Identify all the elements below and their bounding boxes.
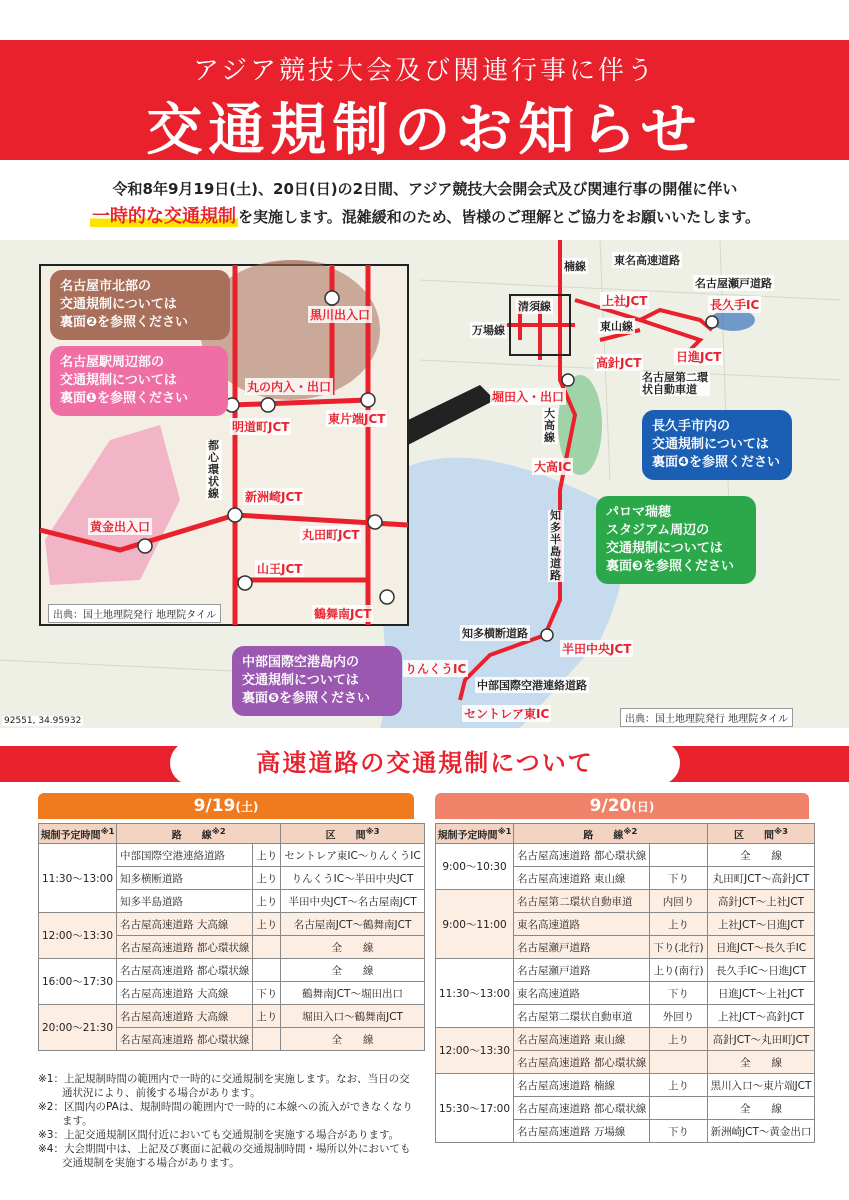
cell-dir: [650, 844, 707, 867]
cell-route: 名古屋第二環状自動車道: [514, 890, 650, 913]
note-item: ※2：区間内のPAは、規制時間の範囲内で一時的に本線への流入ができなくなります。: [38, 1101, 413, 1127]
intro-line2-rest: を実施します。混雑緩和のため、皆様のご理解とご協力をお願いいたします。: [237, 208, 760, 226]
map-coord: 92551, 34.95932: [4, 716, 82, 726]
label-rinku: りんくうIC: [405, 662, 467, 676]
cell-section: 全 線: [281, 936, 424, 959]
cell-dir: 内回り: [650, 890, 707, 913]
day2-weekday: (日): [631, 800, 655, 814]
label-marunouchi: 丸の内入・出口: [247, 380, 332, 394]
label-airport-road: 中部国際空港連絡道路: [477, 679, 587, 692]
table-row: [436, 844, 815, 867]
cell-route: 知多半島道路: [117, 890, 253, 913]
label-sanno: 山王JCT: [257, 562, 303, 576]
label-toshin: 都心環状線: [206, 440, 222, 500]
note-item: ※3：上記交通規制区間付近においても交通規制を実施する場合があります。: [38, 1129, 400, 1141]
cell-time: 11:30～13:00: [39, 844, 117, 913]
label-kusu: 楠線: [564, 260, 586, 273]
cell-route: 名古屋高速道路 東山線: [514, 867, 650, 890]
label-takabari: 高針JCT: [596, 356, 642, 370]
cell-route: 名古屋高速道路 東山線: [514, 1028, 650, 1051]
label-daini-kanjo: 名古屋第二環状自動車道: [642, 371, 708, 396]
cell-section: 高針JCT～丸田町JCT: [707, 1028, 815, 1051]
callout-airport: 中部国際空港島内の 交通規制については 裏面❺を参照ください: [232, 646, 402, 716]
intro-highlight: 一時的な交通規制: [91, 206, 236, 227]
cell-route: 名古屋高速道路 大高線: [117, 1005, 253, 1028]
cell-dir: 上り: [650, 1028, 707, 1051]
label-meidomachi: 明道町JCT: [232, 420, 290, 434]
header-title: 交通規制のお知らせ: [146, 98, 703, 163]
cell-dir: [650, 1097, 707, 1120]
cell-dir: [253, 1028, 281, 1051]
cell-route: 名古屋高速道路 都心環状線: [117, 959, 253, 982]
cell-route: 中部国際空港連絡道路: [117, 844, 253, 867]
col-time: 規制予定時間$^{※1}$: [39, 824, 117, 844]
cell-section: 鶴舞南JCT～堀田出口: [281, 982, 424, 1005]
cell-route: 名古屋高速道路 都心環状線: [514, 1097, 650, 1120]
cell-time: 11:30～13:00: [436, 959, 514, 1028]
cell-route: 名古屋高速道路 大高線: [117, 982, 253, 1005]
label-manba: 万場線: [472, 324, 505, 337]
day2-label: 9/20: [589, 796, 632, 816]
label-nagoyaseto: 名古屋瀬戸道路: [695, 277, 772, 290]
day1-label: 9/19: [193, 796, 236, 816]
table-row: [39, 1005, 425, 1028]
cell-dir: [253, 936, 281, 959]
cell-section: 丸田町JCT～高針JCT: [707, 867, 815, 890]
cell-section: 全 線: [707, 844, 815, 867]
cell-dir: 上り: [253, 1005, 281, 1028]
cell-section: 全 線: [281, 959, 424, 982]
intro-line1: 令和8年9月19日(土)、20日(日)の2日間、アジア競技大会開会式及び関連行事の開催に伴い: [112, 180, 738, 198]
cell-section: 名古屋南JCT～鶴舞南JCT: [281, 913, 424, 936]
label-tsurumaiminami: 鶴舞南JCT: [314, 607, 372, 621]
label-kamiyashiro: 上社JCT: [602, 294, 648, 308]
cell-section: 高針JCT～上社JCT: [707, 890, 815, 913]
cell-section: 全 線: [281, 1028, 424, 1051]
table-row: [39, 959, 425, 982]
cell-route: 名古屋高速道路 都心環状線: [117, 1028, 253, 1051]
cell-route: 名古屋高速道路 楠線: [514, 1074, 650, 1097]
col-section: 区 間$^{※3}$: [707, 824, 815, 844]
label-chita-hanto: 知多半島道路: [548, 510, 564, 582]
col-section: 区 間$^{※3}$: [281, 824, 424, 844]
note-item: ※4：大会期間中は、上記及び裏面に記載の交通規制時間・場所以外においても交通規制を実施する場合があります。: [38, 1143, 411, 1169]
cell-section: 上社JCT～高針JCT: [707, 1005, 815, 1028]
label-tomei: 東名高速道路: [614, 254, 680, 267]
cell-time: 9:00～10:30: [436, 844, 514, 890]
cell-section: りんくうIC～半田中央JCT: [281, 867, 424, 890]
table-row: [436, 890, 815, 913]
day2-header: [435, 793, 809, 819]
intro-line2: [20, 203, 830, 231]
cell-dir: 下り: [650, 867, 707, 890]
label-kiyosu: 清須線: [518, 300, 551, 313]
cell-dir: 上り: [253, 844, 281, 867]
cell-route: 名古屋高速道路 都心環状線: [514, 1051, 650, 1074]
cell-section: 黒川入口～東片端JCT: [707, 1074, 815, 1097]
cell-section: 半田中央JCT～名古屋南JCT: [281, 890, 424, 913]
note-item: ※1：上記規制時間の範囲内で一時的に交通規制を実施します。なお、当日の交通状況により、前後する場合があります。: [38, 1073, 410, 1099]
label-shinsuzaki: 新洲崎JCT: [245, 490, 303, 504]
cell-route: 東名高速道路: [514, 982, 650, 1005]
cell-dir: [253, 959, 281, 982]
col-route: 路 線$^{※2}$: [514, 824, 708, 844]
cell-route: 名古屋高速道路 都心環状線: [117, 936, 253, 959]
cell-dir: 上り: [650, 913, 707, 936]
callout-paloma: パロマ瑞穂 スタジアム周辺の 交通規制については 裏面❸を参照ください: [596, 496, 756, 584]
inset-credit: 出典：国土地理院発行 地理院タイル: [48, 604, 221, 623]
cell-dir: 上り: [650, 1074, 707, 1097]
label-nagakute-ic: 長久手IC: [710, 298, 760, 312]
callout-nagakute: 長久手市内の 交通規制については 裏面❹を参照ください: [642, 410, 792, 480]
table-row: [436, 959, 815, 982]
cell-time: 9:00～11:00: [436, 890, 514, 959]
map-credit: 出典：国土地理院発行 地理院タイル: [620, 708, 793, 727]
callout-north: 名古屋市北部の 交通規制については 裏面❷を参照ください: [50, 270, 230, 340]
cell-section: 長久手IC～日進JCT: [707, 959, 815, 982]
label-odaka-line: 大高線: [542, 408, 558, 444]
cell-route: 名古屋第二環状自動車道: [514, 1005, 650, 1028]
label-centrair: セントレア東IC: [464, 707, 550, 721]
cell-section: 新洲崎JCT～黄金出口: [707, 1120, 815, 1143]
table-row: [39, 913, 425, 936]
cell-dir: 下り: [650, 982, 707, 1005]
table-row: [436, 1028, 815, 1051]
day1-weekday: (土): [235, 800, 259, 814]
cell-dir: 上り: [253, 867, 281, 890]
route-map: [0, 240, 849, 728]
header-banner: [0, 40, 849, 163]
label-nisshin: 日進JCT: [676, 350, 722, 364]
cell-time: 12:00～13:30: [436, 1028, 514, 1074]
cell-dir: 上り: [253, 890, 281, 913]
label-kurokawa: 黒川出入口: [310, 308, 371, 322]
cell-dir: [650, 1051, 707, 1074]
day1-table: [38, 823, 425, 1051]
cell-time: 12:00～13:30: [39, 913, 117, 959]
footnotes: [38, 1072, 418, 1170]
label-odaka-ic: 大高IC: [534, 460, 572, 474]
col-time: 規制予定時間$^{※1}$: [436, 824, 514, 844]
cell-route: 名古屋瀬戸道路: [514, 959, 650, 982]
cell-dir: 下り: [253, 982, 281, 1005]
cell-section: 上社JCT～日進JCT: [707, 913, 815, 936]
cell-dir: 上り: [253, 913, 281, 936]
cell-time: 15:30～17:00: [436, 1074, 514, 1143]
day2-table: [435, 823, 815, 1143]
cell-section: 日進JCT～上社JCT: [707, 982, 815, 1005]
section-title: 高速道路の交通規制について: [170, 741, 680, 785]
cell-route: 東名高速道路: [514, 913, 650, 936]
table-row: [39, 844, 425, 867]
cell-section: セントレア東IC～りんくうIC: [281, 844, 424, 867]
cell-route: 名古屋高速道路 都心環状線: [514, 844, 650, 867]
table-row: [436, 1074, 815, 1097]
table-header-row: [39, 824, 425, 844]
cell-dir: 下り(北行): [650, 936, 707, 959]
label-handa-chuo: 半田中央JCT: [562, 642, 632, 656]
cell-section: 全 線: [707, 1097, 815, 1120]
cell-route: 知多横断道路: [117, 867, 253, 890]
callout-station: 名古屋駅周辺部の 交通規制については 裏面❶を参照ください: [50, 346, 228, 416]
day1-header: [38, 793, 414, 819]
cell-time: 16:00～17:30: [39, 959, 117, 1005]
label-kogane: 黄金出入口: [90, 520, 151, 534]
label-chita-odan: 知多横断道路: [462, 627, 528, 640]
cell-route: 名古屋高速道路 大高線: [117, 913, 253, 936]
label-higashikataha: 東片端JCT: [328, 412, 386, 426]
cell-dir: 外回り: [650, 1005, 707, 1028]
cell-section: 全 線: [707, 1051, 815, 1074]
col-route: 路 線$^{※2}$: [117, 824, 281, 844]
cell-time: 20:00～21:30: [39, 1005, 117, 1051]
cell-route: 名古屋瀬戸道路: [514, 936, 650, 959]
cell-section: 日進JCT～長久手IC: [707, 936, 815, 959]
label-marutamachi: 丸田町JCT: [302, 528, 360, 542]
table-header-row: [436, 824, 815, 844]
label-higashiyama: 東山線: [600, 320, 633, 333]
cell-dir: 下り: [650, 1120, 707, 1143]
cell-route: 名古屋高速道路 万場線: [514, 1120, 650, 1143]
intro-text: [20, 175, 830, 231]
cell-dir: 上り(南行): [650, 959, 707, 982]
label-horita: 堀田入・出口: [492, 390, 565, 404]
cell-section: 堀田入口～鶴舞南JCT: [281, 1005, 424, 1028]
header-subtitle: アジア競技大会及び関連行事に伴う: [193, 56, 656, 86]
